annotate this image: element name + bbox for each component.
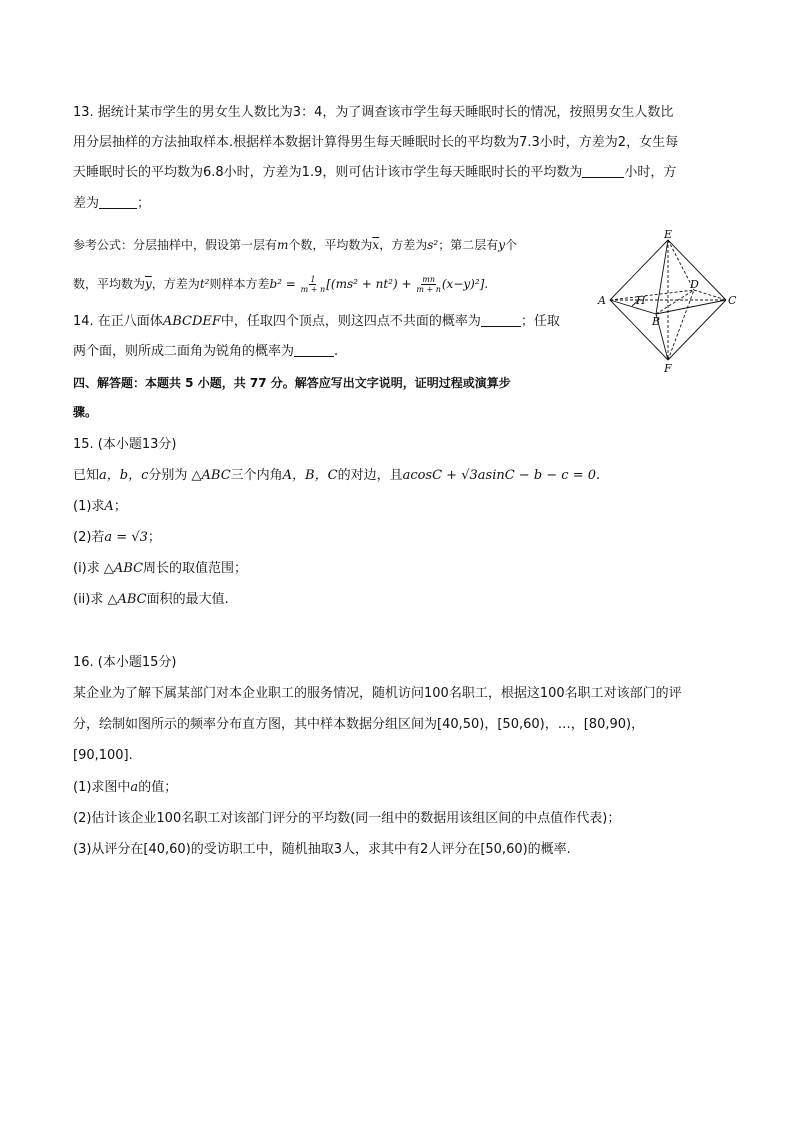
q16-part-2: (2)估计该企业100名职工对该部门评分的平均数(同一组中的数据用该组区间的中点值作代表)；	[73, 811, 621, 826]
q16-line-2: 分，绘制如图所示的频率分布直方图，其中样本数据分组区间为[40,50)，[50,60)，…，[80,90)，	[73, 717, 645, 732]
edge-FD	[668, 290, 694, 360]
ref-b2: b² =	[269, 277, 296, 291]
ref-frac1-num: 1	[310, 275, 316, 284]
q15-part-2ii	[73, 592, 229, 608]
ref-frac1-den: m + n	[300, 285, 326, 294]
q14-text-2: 中，任取四个顶点，则这四点不共面的概率为	[220, 314, 481, 329]
q15-abc-sides: a，b，c	[99, 468, 149, 483]
q15-p1-text: (1)求	[73, 499, 105, 514]
ref-ybar: $\overline{y}$	[145, 277, 152, 291]
label-D: D	[690, 278, 699, 291]
q15-part-2	[73, 530, 161, 546]
q15-text-3: 三个内角	[230, 468, 283, 483]
q16-part-1	[73, 780, 177, 796]
q15-triangle: ABC	[201, 468, 231, 483]
q14-text-3: ；任取	[520, 314, 560, 329]
q15-pi-triangle: ABC	[113, 561, 144, 576]
q15-p2-end: ；	[147, 530, 161, 545]
label-C: C	[728, 294, 737, 307]
label-A: A	[598, 294, 606, 307]
answer-blank-variance[interactable]	[99, 196, 137, 209]
q15-part-2i	[73, 561, 247, 577]
q15-angles: A，B，C	[282, 468, 338, 483]
octahedron-figure	[596, 228, 742, 374]
ref-bracket: [(ms² + nt²) +	[326, 277, 412, 291]
q15-p1-var: A	[104, 499, 114, 514]
answer-blank-mean[interactable]	[582, 165, 624, 178]
ref-m: m	[277, 238, 289, 252]
label-H: H	[636, 294, 646, 307]
q15-statement	[73, 468, 600, 484]
q13-line-4	[73, 196, 150, 212]
ref-text-8: 则样本方差	[209, 277, 270, 291]
q15-part-1	[73, 499, 127, 515]
q15-p2-text: (2)若	[73, 530, 105, 545]
q16-p1-text: (1)求图中	[73, 780, 131, 795]
ref-t2: t²	[199, 277, 210, 291]
q13-line-2: 用分层抽样的方法抽取样本.根据样本数据计算得男生每天睡眠时长的平均数为7.3小时，方差为2，女生每	[73, 135, 679, 150]
q13-line-3-text: 天睡眠时长的平均数为6.8小时，方差为1.9，则可估计该市学生每天睡眠时长的平均数为	[73, 165, 583, 180]
label-F: F	[664, 362, 672, 374]
ref-frac2-den: m + n	[416, 285, 441, 294]
q15-p1-end: ；	[113, 499, 127, 514]
q15-pi-end: 周长的取值范围；	[143, 561, 248, 576]
ref-text-6: 数，平均数为	[73, 277, 146, 291]
edge-FC	[668, 300, 726, 360]
q14-text-5: .	[334, 344, 339, 359]
q16-part-3: (3)从评分在[40,60)的受访职工中，随机抽取3人，求其中有2人评分在[50,60)的概率.	[73, 842, 571, 857]
ref-text-7: ，方差为	[151, 277, 200, 291]
q15-pii-text: (ii)求 △	[73, 592, 118, 607]
ref-s2: s²	[427, 238, 439, 252]
q14-abcdef: ABCDEF	[162, 314, 221, 329]
ref-text-3: ，方差为	[379, 238, 428, 252]
q13-line-3-tail: 小时，方	[624, 165, 677, 180]
q14-text-4: 两个面，则所成二面角为锐角的概率为	[73, 344, 295, 359]
q15-equation: acosC + √3asinC − b − c = 0.	[402, 468, 601, 483]
answer-blank-acute-angle[interactable]	[294, 344, 334, 357]
q15-pii-end: 面积的最大值.	[146, 592, 229, 607]
ref-text-5: 个	[504, 238, 517, 252]
q16-p1-end: 的值；	[138, 780, 178, 795]
q16-line-1: 某企业为了解下属某部门对本企业职工的服务情况，随机访问100名职工，根据这100名职工对该部门的评	[73, 686, 682, 701]
ref-tail: (x−y)²].	[441, 277, 489, 291]
q16-line-3: [90,100].	[73, 748, 133, 763]
ref-y: y	[498, 238, 505, 252]
q15-header: 15. (本小题13分)	[73, 437, 177, 452]
ref-fraction-1	[301, 275, 326, 294]
q14-line-2	[73, 344, 338, 360]
q13-line-4-text: 差为	[73, 196, 100, 211]
ref-fraction-2	[416, 275, 441, 294]
section-four-heading: 四、解答题：本题共 5 小题，共 77 分。解答应写出文字说明，证明过程或演算步	[73, 376, 511, 390]
label-B: B	[652, 315, 661, 328]
q15-text-2: 分别为 △	[148, 468, 202, 483]
ref-formula-line-1	[73, 237, 517, 253]
q15-text-4: 的对边，且	[337, 468, 403, 483]
label-E: E	[664, 228, 673, 241]
answer-blank-noncoplanar[interactable]	[481, 314, 521, 327]
ref-formula-line-2	[73, 275, 488, 294]
q15-text-1: 已知	[73, 468, 100, 483]
q14-text-1: 14. 在正八面体	[73, 314, 163, 329]
q13-line-1: 13. 据统计某市学生的男女生人数比为3：4，为了调查该市学生每天睡眠时长的情况，按照男女生人数比	[73, 105, 674, 120]
ref-text-4: ；第二层有	[438, 238, 499, 252]
q13-line-4-tail: ；	[137, 196, 151, 211]
q15-pii-triangle: ABC	[117, 592, 147, 607]
q14-line-1	[73, 314, 560, 330]
edge-EC	[668, 240, 726, 300]
q15-p2-cond: a = √3	[104, 530, 148, 545]
edge-AD	[610, 290, 694, 300]
section-four-heading-cont: 骤。	[73, 405, 98, 419]
ref-text-2: 个数，平均数为	[288, 238, 373, 252]
q13-line-3	[73, 165, 676, 181]
q16-header: 16. (本小题15分)	[73, 655, 177, 670]
ref-frac2-num: mn	[422, 275, 435, 284]
ref-text-1: 参考公式：分层抽样中，假设第一层有	[73, 238, 278, 252]
ref-xbar: $\overline{x}$	[372, 238, 380, 252]
q15-pi-text: (i)求 △	[73, 561, 114, 576]
q16-p1-var: a	[130, 780, 139, 795]
